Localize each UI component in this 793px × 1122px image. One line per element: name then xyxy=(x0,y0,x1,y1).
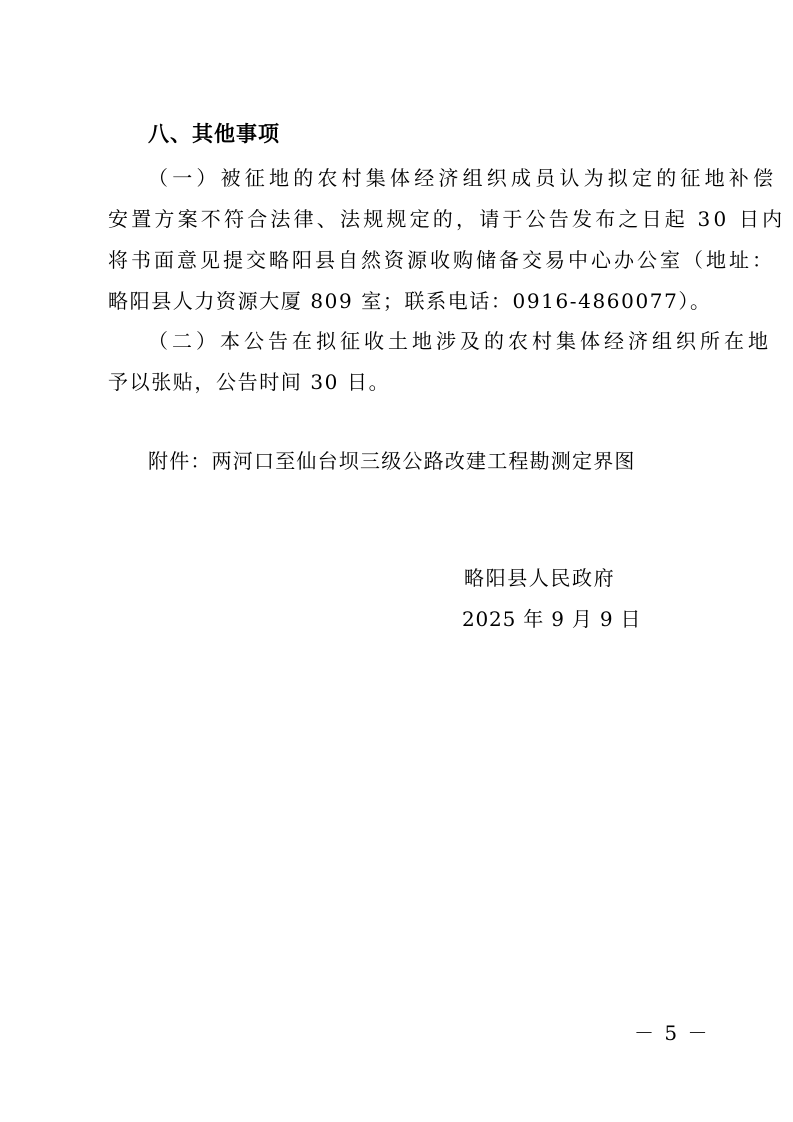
attachment-note: 附件：两河口至仙台坝三级公路改建工程勘测定界图 xyxy=(148,449,636,473)
paragraph-1-line-1: （一）被征地的农村集体经济组织成员认为拟定的征地补偿 xyxy=(148,166,778,190)
issue-date: 2025 年 9 月 9 日 xyxy=(462,607,642,631)
section-heading: 八、其他事项 xyxy=(148,122,280,146)
paragraph-2-line-1: （二）本公告在拟征收土地涉及的农村集体经济组织所在地 xyxy=(148,329,772,353)
page-number: － 5 － xyxy=(634,1021,710,1045)
paragraph-1-line-2: 安置方案不符合法律、法规规定的，请于公告发布之日起 30 日内 xyxy=(108,207,786,231)
paragraph-1-line-4: 略阳县人力资源大厦 809 室；联系电话：0916-4860077）。 xyxy=(108,289,712,313)
paragraph-1-line-3: 将书面意见提交略阳县自然资源收购储备交易中心办公室（地址： xyxy=(108,248,775,272)
issuing-authority: 略阳县人民政府 xyxy=(464,566,616,590)
paragraph-2-line-2: 予以张贴，公告时间 30 日。 xyxy=(108,370,391,394)
